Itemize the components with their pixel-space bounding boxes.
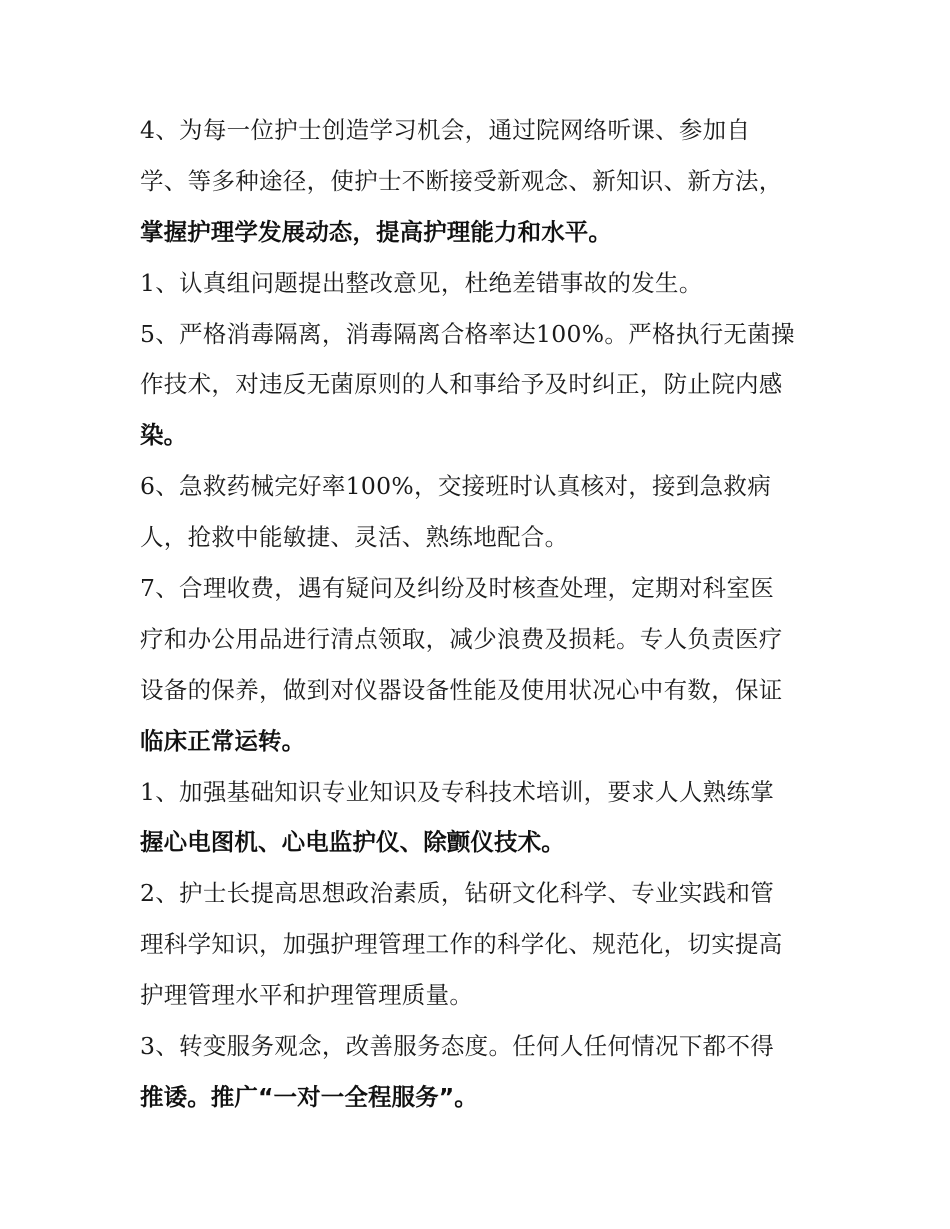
text-line: 疗和办公用品进行清点领取，减少浪费及损耗。专人负责医疗	[140, 624, 783, 653]
text-line: 理科学知识，加强护理管理工作的科学化、规范化，切实提高	[140, 930, 783, 959]
text-line: 4、为每一位护士创造学习机会，通过院网络听课、参加自	[140, 116, 751, 144]
text-line: 1、加强基础知识专业知识及专科技术培训，要求人人熟练掌	[140, 777, 775, 806]
text-line: 护理管理水平和护理管理质量。	[140, 981, 474, 1010]
text-line: 掌握护理学发展动态，提高护理能力和水平。	[140, 217, 612, 246]
text-line: 3、转变服务观念，改善服务态度。任何人任何情况下都不得	[140, 1032, 775, 1061]
text-line: 7、合理收费，遇有疑问及纠纷及时核查处理，定期对科室医	[140, 574, 775, 603]
text-line: 6、急救药械完好率100%，交接班时认真核对，接到急救病	[140, 472, 772, 501]
text-line: 人，抢救中能敏捷、灵活、熟练地配合。	[140, 523, 569, 552]
document-body	[140, 105, 830, 1123]
text-line: 5、严格消毒隔离，消毒隔离合格率达100%。严格执行无菌操	[140, 319, 795, 348]
text-line: 推诿。推广“一对一全程服务”。	[140, 1082, 478, 1111]
text-line: 设备的保养，做到对仪器设备性能及使用状况心中有数，保证	[140, 675, 783, 704]
text-line: 染。	[140, 421, 188, 450]
text-line: 作技术，对违反无菌原则的人和事给予及时纠正，防止院内感	[140, 370, 783, 399]
text-line: 1、认真组问题提出整改意见，杜绝差错事故的发生。	[140, 268, 703, 297]
text-line: 握心电图机、心电监护仪、除颤仪技术。	[140, 828, 565, 857]
text-line: 临床正常运转。	[140, 726, 306, 755]
text-line: 2、护士长提高思想政治素质，钻研文化科学、专业实践和管	[140, 879, 775, 908]
text-line: 学、等多种途径，使护士不断接受新观念、新知识、新方法，	[140, 166, 783, 195]
